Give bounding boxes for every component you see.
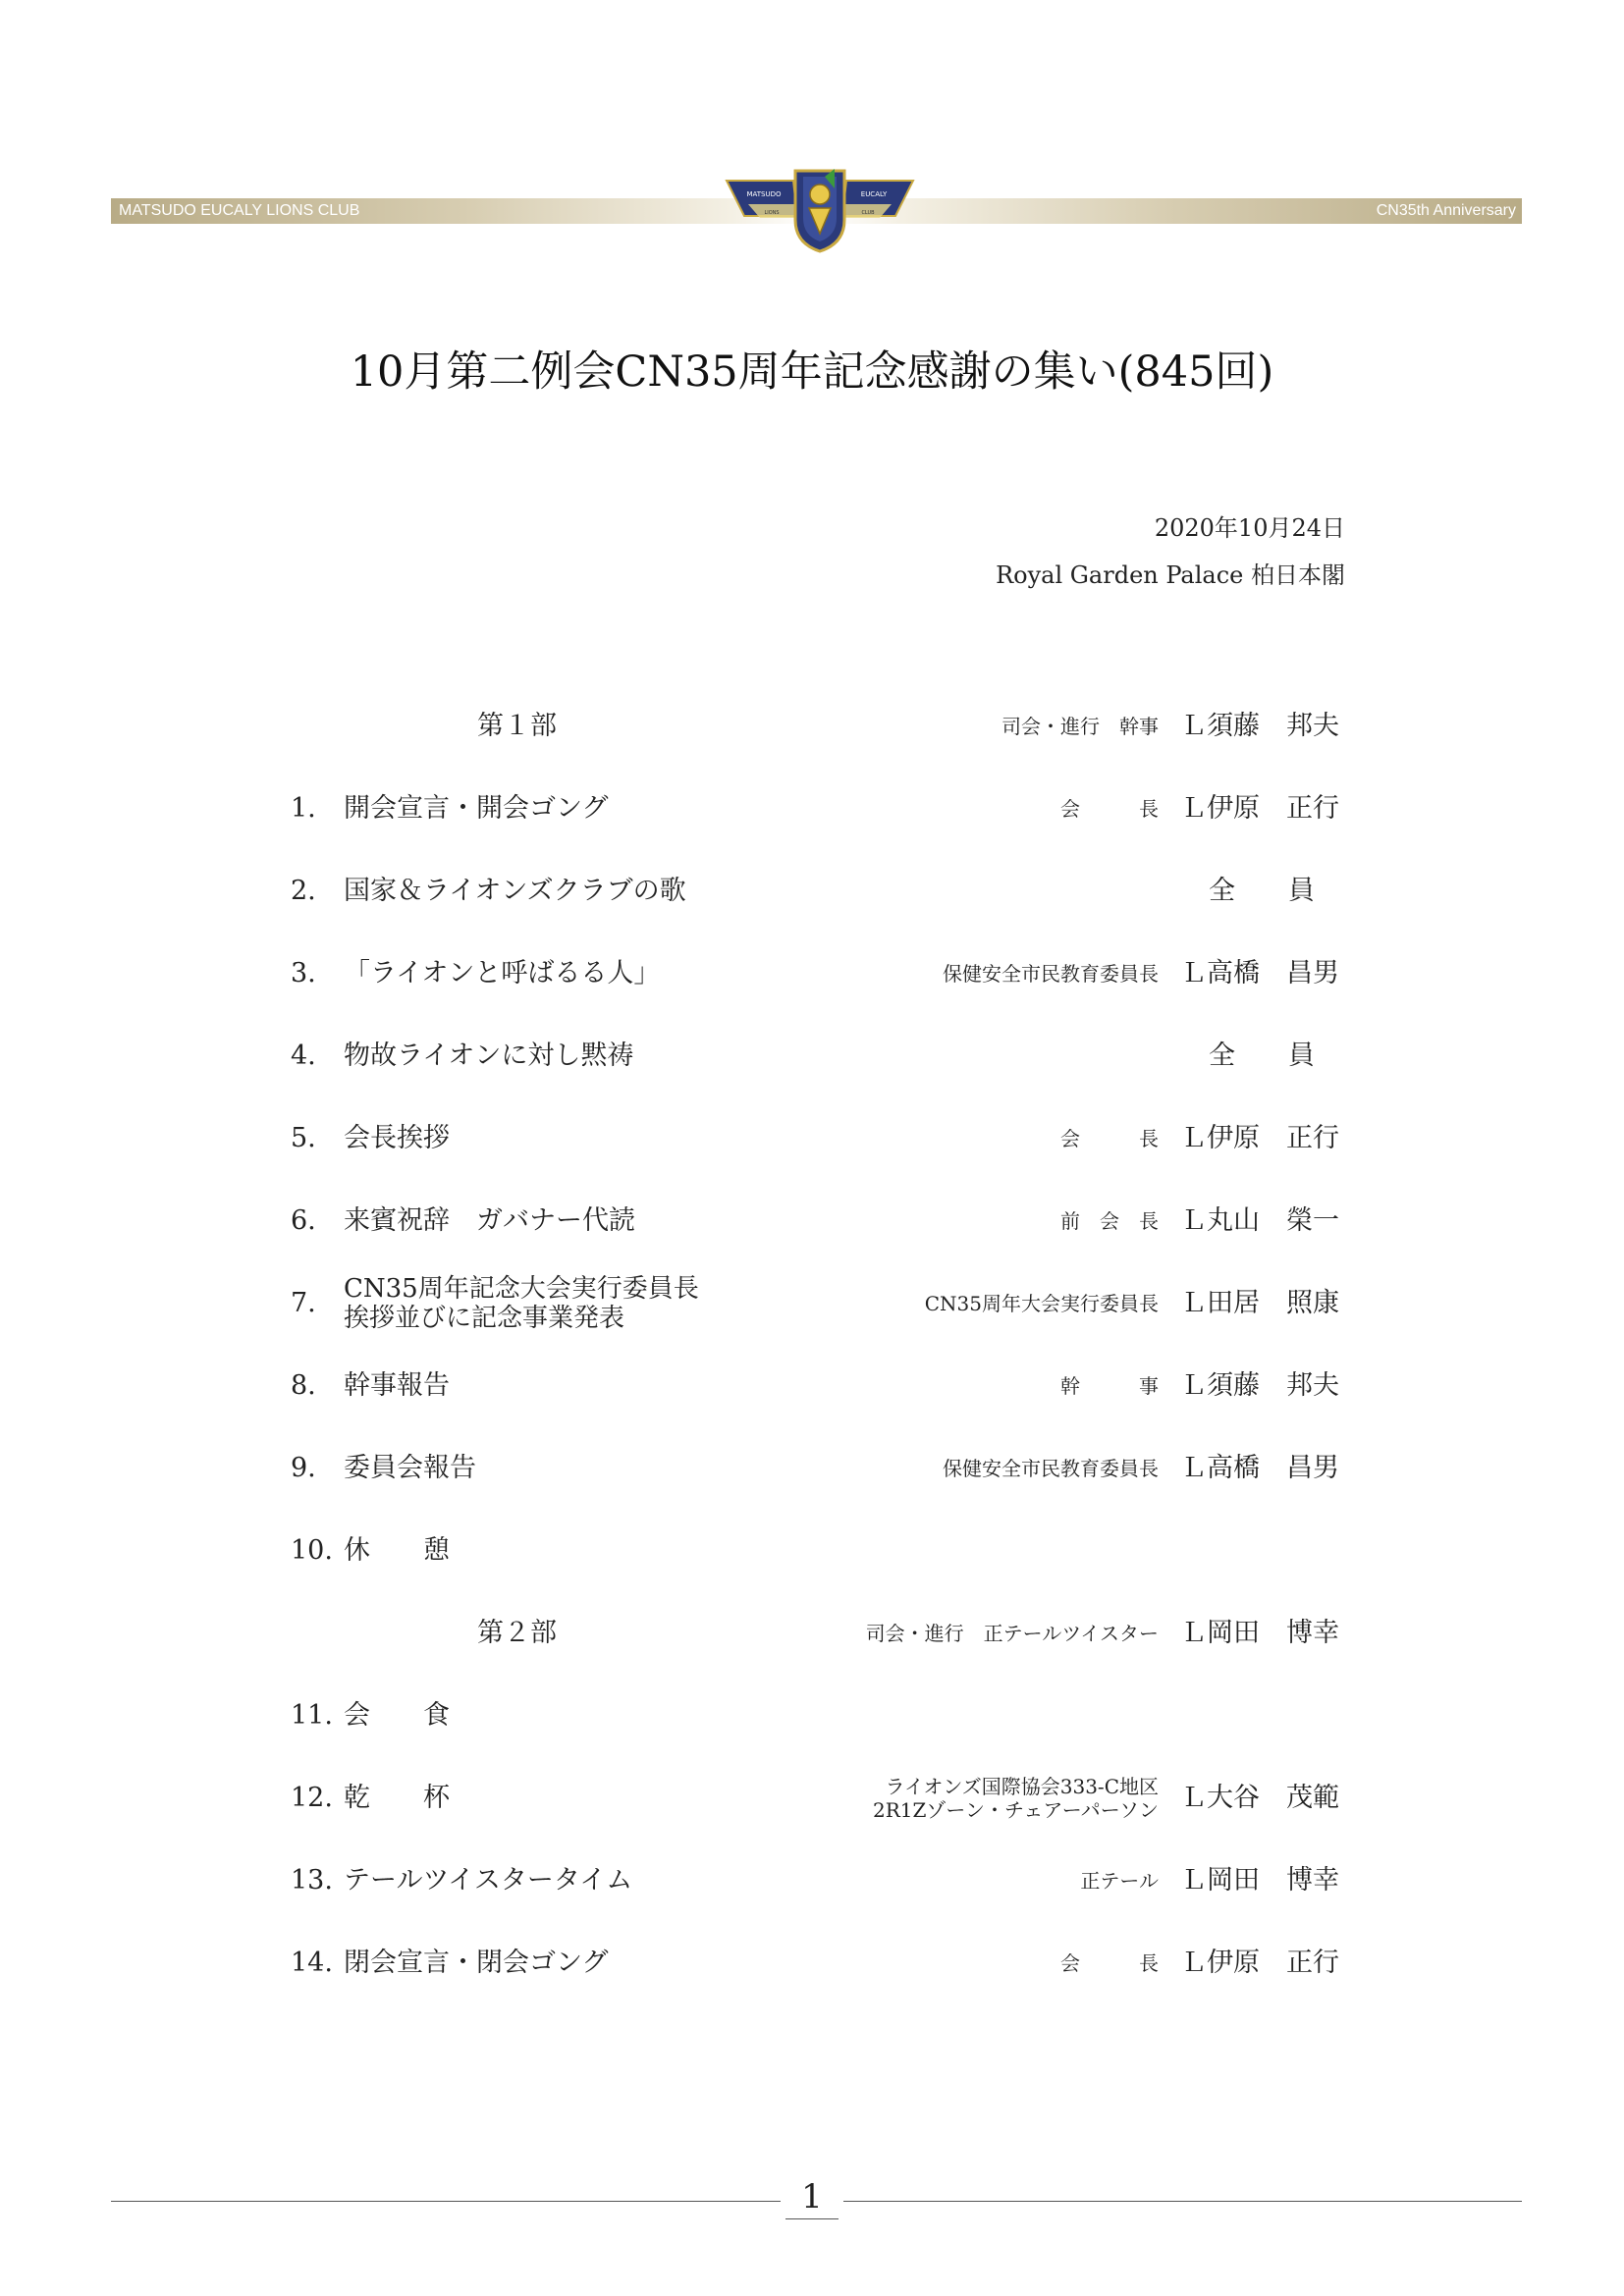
page-number-underline <box>785 2218 839 2219</box>
item-label: 会長挨拶 <box>344 1123 450 1153</box>
emblem-right-text: EUCALY <box>860 190 888 198</box>
person: Ｌ丸山 榮一 <box>1180 1205 1339 1236</box>
item-label: 国家＆ライオンズクラブの歌 <box>344 876 686 906</box>
role-line: 2R1Zゾーン・チェアーパーソン <box>872 1798 1159 1822</box>
item-label: テールツイスタータイム <box>344 1865 633 1896</box>
role: CN35周年大会実行委員長 <box>924 1292 1159 1315</box>
role: 会 長 <box>1060 1951 1159 1975</box>
item-label: 開会宣言・開会ゴング <box>344 793 609 824</box>
person: Ｌ高橋 昌男 <box>1180 958 1339 988</box>
program-item <box>291 1686 1345 1745</box>
item-number: 4. <box>291 1041 316 1071</box>
program-item <box>291 1274 1345 1333</box>
emblem-bottom-left-text: LIONS <box>764 210 780 216</box>
person: Ｌ伊原 正行 <box>1180 1948 1339 1978</box>
item-number: 3. <box>291 958 316 988</box>
program-item <box>291 1027 1345 1086</box>
program-item <box>291 1851 1345 1910</box>
program-item <box>291 1439 1345 1498</box>
item-number: 6. <box>291 1205 316 1236</box>
item-number: 7. <box>291 1288 316 1318</box>
part-1-header <box>291 697 1345 756</box>
part-label: 第１部 <box>477 711 557 741</box>
item-number: 5. <box>291 1123 316 1153</box>
item-label: 乾 杯 <box>344 1783 450 1813</box>
person: Ｌ岡田 博幸 <box>1180 1618 1339 1648</box>
role: 幹 事 <box>1060 1374 1159 1398</box>
item-label-line: CN35周年記念大会実行委員長 <box>344 1274 699 1304</box>
item-number: 1. <box>291 793 316 824</box>
header-right-text: CN35th Anniversary <box>1376 202 1516 219</box>
header-left-text: MATSUDO EUCALY LIONS CLUB <box>119 202 360 219</box>
role: 保健安全市民教育委員長 <box>943 962 1159 986</box>
item-number: 2. <box>291 876 316 906</box>
program-item <box>291 1522 1345 1580</box>
club-emblem-icon <box>725 165 915 253</box>
role: 正テール <box>1080 1869 1159 1893</box>
item-label: 物故ライオンに対し黙祷 <box>344 1041 634 1071</box>
page-title: 10月第二例会CN35周年記念感謝の集い(845回) <box>350 347 1274 397</box>
role: 司会・進行 幹事 <box>1001 715 1159 738</box>
item-number: 10. <box>291 1535 333 1566</box>
event-venue: Royal Garden Palace 柏日本閣 <box>996 561 1345 589</box>
role <box>873 1775 1159 1834</box>
page-number: 1 <box>801 2177 823 2216</box>
person: Ｌ須藤 邦夫 <box>1180 711 1339 741</box>
role: 会 長 <box>1060 797 1159 821</box>
person: Ｌ須藤 邦夫 <box>1180 1370 1339 1401</box>
person: 全 員 <box>1209 876 1315 906</box>
program-item <box>291 1192 1345 1251</box>
item-label: 幹事報告 <box>344 1370 450 1401</box>
item-label <box>344 1274 699 1333</box>
item-label: 委員会報告 <box>344 1453 476 1483</box>
item-number: 12. <box>291 1783 333 1813</box>
item-number: 8. <box>291 1370 316 1401</box>
emblem-bottom-right-text: CLUB <box>861 210 875 216</box>
program-item <box>291 862 1345 921</box>
person: Ｌ伊原 正行 <box>1180 1123 1339 1153</box>
role: 司会・進行 正テールツイスター <box>865 1622 1159 1645</box>
person: 全 員 <box>1209 1041 1315 1071</box>
footer-divider-left <box>111 2201 781 2202</box>
person: Ｌ田居 照康 <box>1180 1288 1339 1318</box>
role-line: ライオンズ国際協会333-C地区 <box>885 1775 1159 1798</box>
event-date: 2020年10月24日 <box>1154 514 1345 542</box>
item-label: 会 食 <box>344 1700 450 1731</box>
role: 保健安全市民教育委員長 <box>943 1457 1159 1480</box>
person: Ｌ高橋 昌男 <box>1180 1453 1339 1483</box>
program-item <box>291 1109 1345 1168</box>
footer-divider-right <box>843 2201 1522 2202</box>
item-label-line: 挨拶並びに記念事業発表 <box>344 1304 625 1333</box>
program-item <box>291 944 1345 1003</box>
emblem-left-text: MATSUDO <box>746 190 782 198</box>
part-label: 第２部 <box>477 1618 557 1648</box>
item-label: 閉会宣言・閉会ゴング <box>344 1948 609 1978</box>
item-number: 14. <box>291 1948 333 1978</box>
item-label: 休 憩 <box>344 1535 450 1566</box>
item-label: 来賓祝辞 ガバナー代読 <box>344 1205 635 1236</box>
person: Ｌ大谷 茂範 <box>1180 1783 1339 1813</box>
item-number: 13. <box>291 1865 333 1896</box>
program-item <box>291 1769 1345 1828</box>
program-item <box>291 779 1345 838</box>
role: 前 会 長 <box>1060 1209 1159 1233</box>
person: Ｌ岡田 博幸 <box>1180 1865 1339 1896</box>
item-label: 「ライオンと呼ばるる人」 <box>344 958 661 988</box>
item-number: 9. <box>291 1453 316 1483</box>
item-number: 11. <box>291 1700 333 1731</box>
person: Ｌ伊原 正行 <box>1180 793 1339 824</box>
part-2-header <box>291 1604 1345 1663</box>
program-item <box>291 1357 1345 1415</box>
role: 会 長 <box>1060 1127 1159 1150</box>
program-item <box>291 1934 1345 1993</box>
